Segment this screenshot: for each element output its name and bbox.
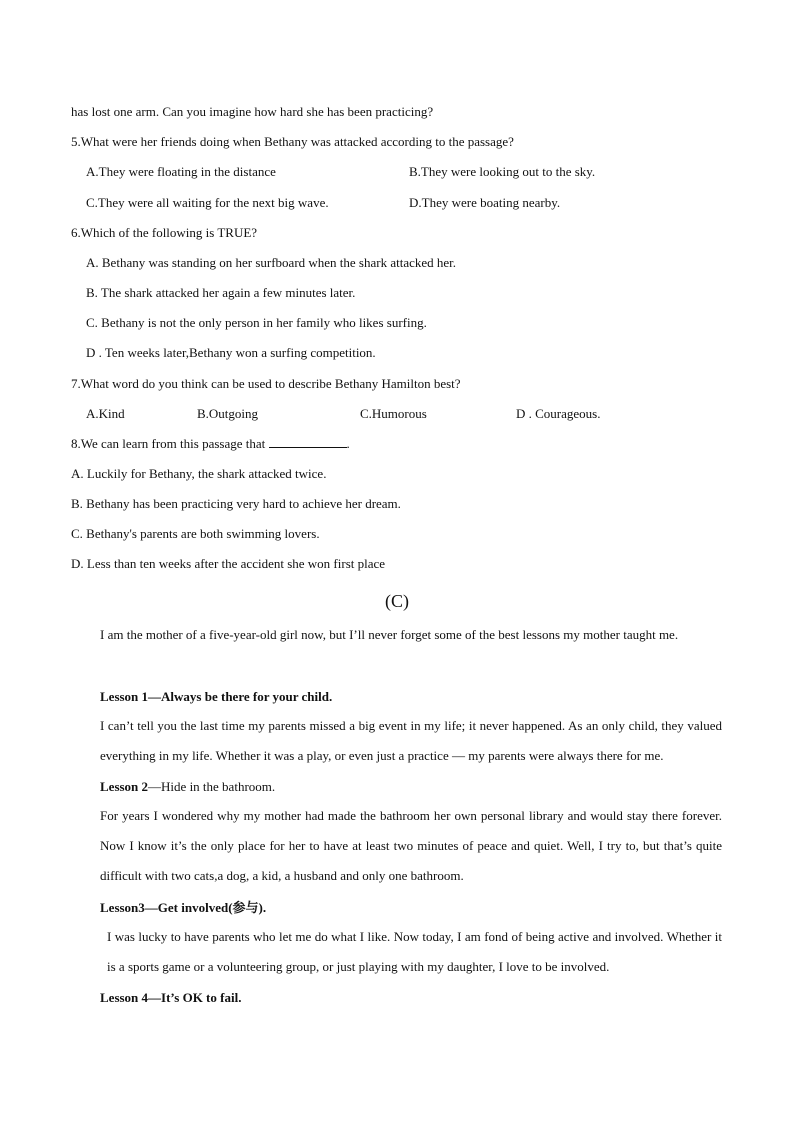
q5-option-a: A.They were floating in the distance — [86, 164, 276, 179]
lesson-1-text: I can’t tell you the last time my parents missed a big event in my life; it never happened. As an only child, they valued everything in my life. Whether it was a play, or even just a practice — my parents were always there for me. — [100, 718, 722, 763]
passage-intro-text: I am the mother of a five-year-old girl now, but I’ll never forget some of the best lessons my mother taught me. — [100, 627, 679, 642]
lesson-4-title: Lesson 4—It’s OK to fail. — [100, 990, 242, 1005]
q6-option-c: C. Bethany is not the only person in her family who likes surfing. — [86, 315, 427, 330]
q6-option-d: D . Ten weeks later,Bethany won a surfing competition. — [86, 345, 376, 360]
q8-option-a: A. Luckily for Bethany, the shark attacked twice. — [71, 466, 327, 481]
q7-option-b: B.Outgoing — [197, 406, 259, 421]
lesson-3-paragraph — [71, 922, 722, 982]
question-5: 5.What were her friends doing when Bethany was attacked according to the passage? — [71, 134, 514, 149]
lesson-2-heading: —Hide in the bathroom. — [148, 779, 276, 794]
q5-option-d: D.They were boating nearby. — [409, 195, 561, 210]
intro-line: has lost one arm. Can you imagine how hard she has been practicing? — [71, 104, 434, 119]
q6-option-b: B. The shark attacked her again a few minutes later. — [86, 285, 356, 300]
lesson-1-paragraph — [71, 711, 722, 771]
lesson-2-text: For years I wondered why my mother had made the bathroom her own personal library and would stay there forever. Now I know it’s the only place for her to have at least two minutes of peace and quiet. Well, I try to, but that’s quite difficult with two cats,a dog, a kid, a husband and only one bathroom. — [100, 808, 722, 883]
question-8-text: 8.We can learn from this passage that — [71, 436, 266, 451]
question-6: 6.Which of the following is TRUE? — [71, 225, 258, 240]
answer-blank — [269, 436, 347, 448]
lesson-2-title — [100, 779, 275, 795]
question-7: 7.What word do you think can be used to describe Bethany Hamilton best? — [71, 376, 461, 391]
q6-option-a: A. Bethany was standing on her surfboard when the shark attacked her. — [86, 255, 457, 270]
q5-option-c: C.They were all waiting for the next big wave. — [86, 195, 329, 210]
section-heading: (C) — [385, 591, 409, 611]
lesson-3-text: I was lucky to have parents who let me do what I like. Now today, I am fond of being active and involved. Whether it is a sports game or a volunteering group, or just playing with my daughter, I love to be involved. — [107, 929, 722, 974]
question-8 — [71, 436, 350, 452]
q7-option-c: C.Humorous — [360, 406, 427, 421]
q8-option-c: C. Bethany's parents are both swimming lovers. — [71, 526, 320, 541]
lesson-3-title: Lesson3—Get involved(参与). — [100, 900, 267, 915]
question-8-end: . — [346, 436, 350, 451]
q5-option-b: B.They were looking out to the sky. — [409, 164, 596, 179]
lesson-1-title: Lesson 1—Always be there for your child. — [100, 689, 333, 704]
lesson-2-paragraph — [71, 801, 722, 891]
q7-option-a: A.Kind — [86, 406, 125, 421]
q8-option-b: B. Bethany has been practicing very hard to achieve her dream. — [71, 496, 401, 511]
passage-intro — [71, 620, 722, 650]
q8-option-d: D. Less than ten weeks after the accident she won first place — [71, 556, 386, 571]
q7-option-d: D . Courageous. — [516, 406, 601, 421]
lesson-2-label: Lesson 2 — [100, 779, 149, 794]
